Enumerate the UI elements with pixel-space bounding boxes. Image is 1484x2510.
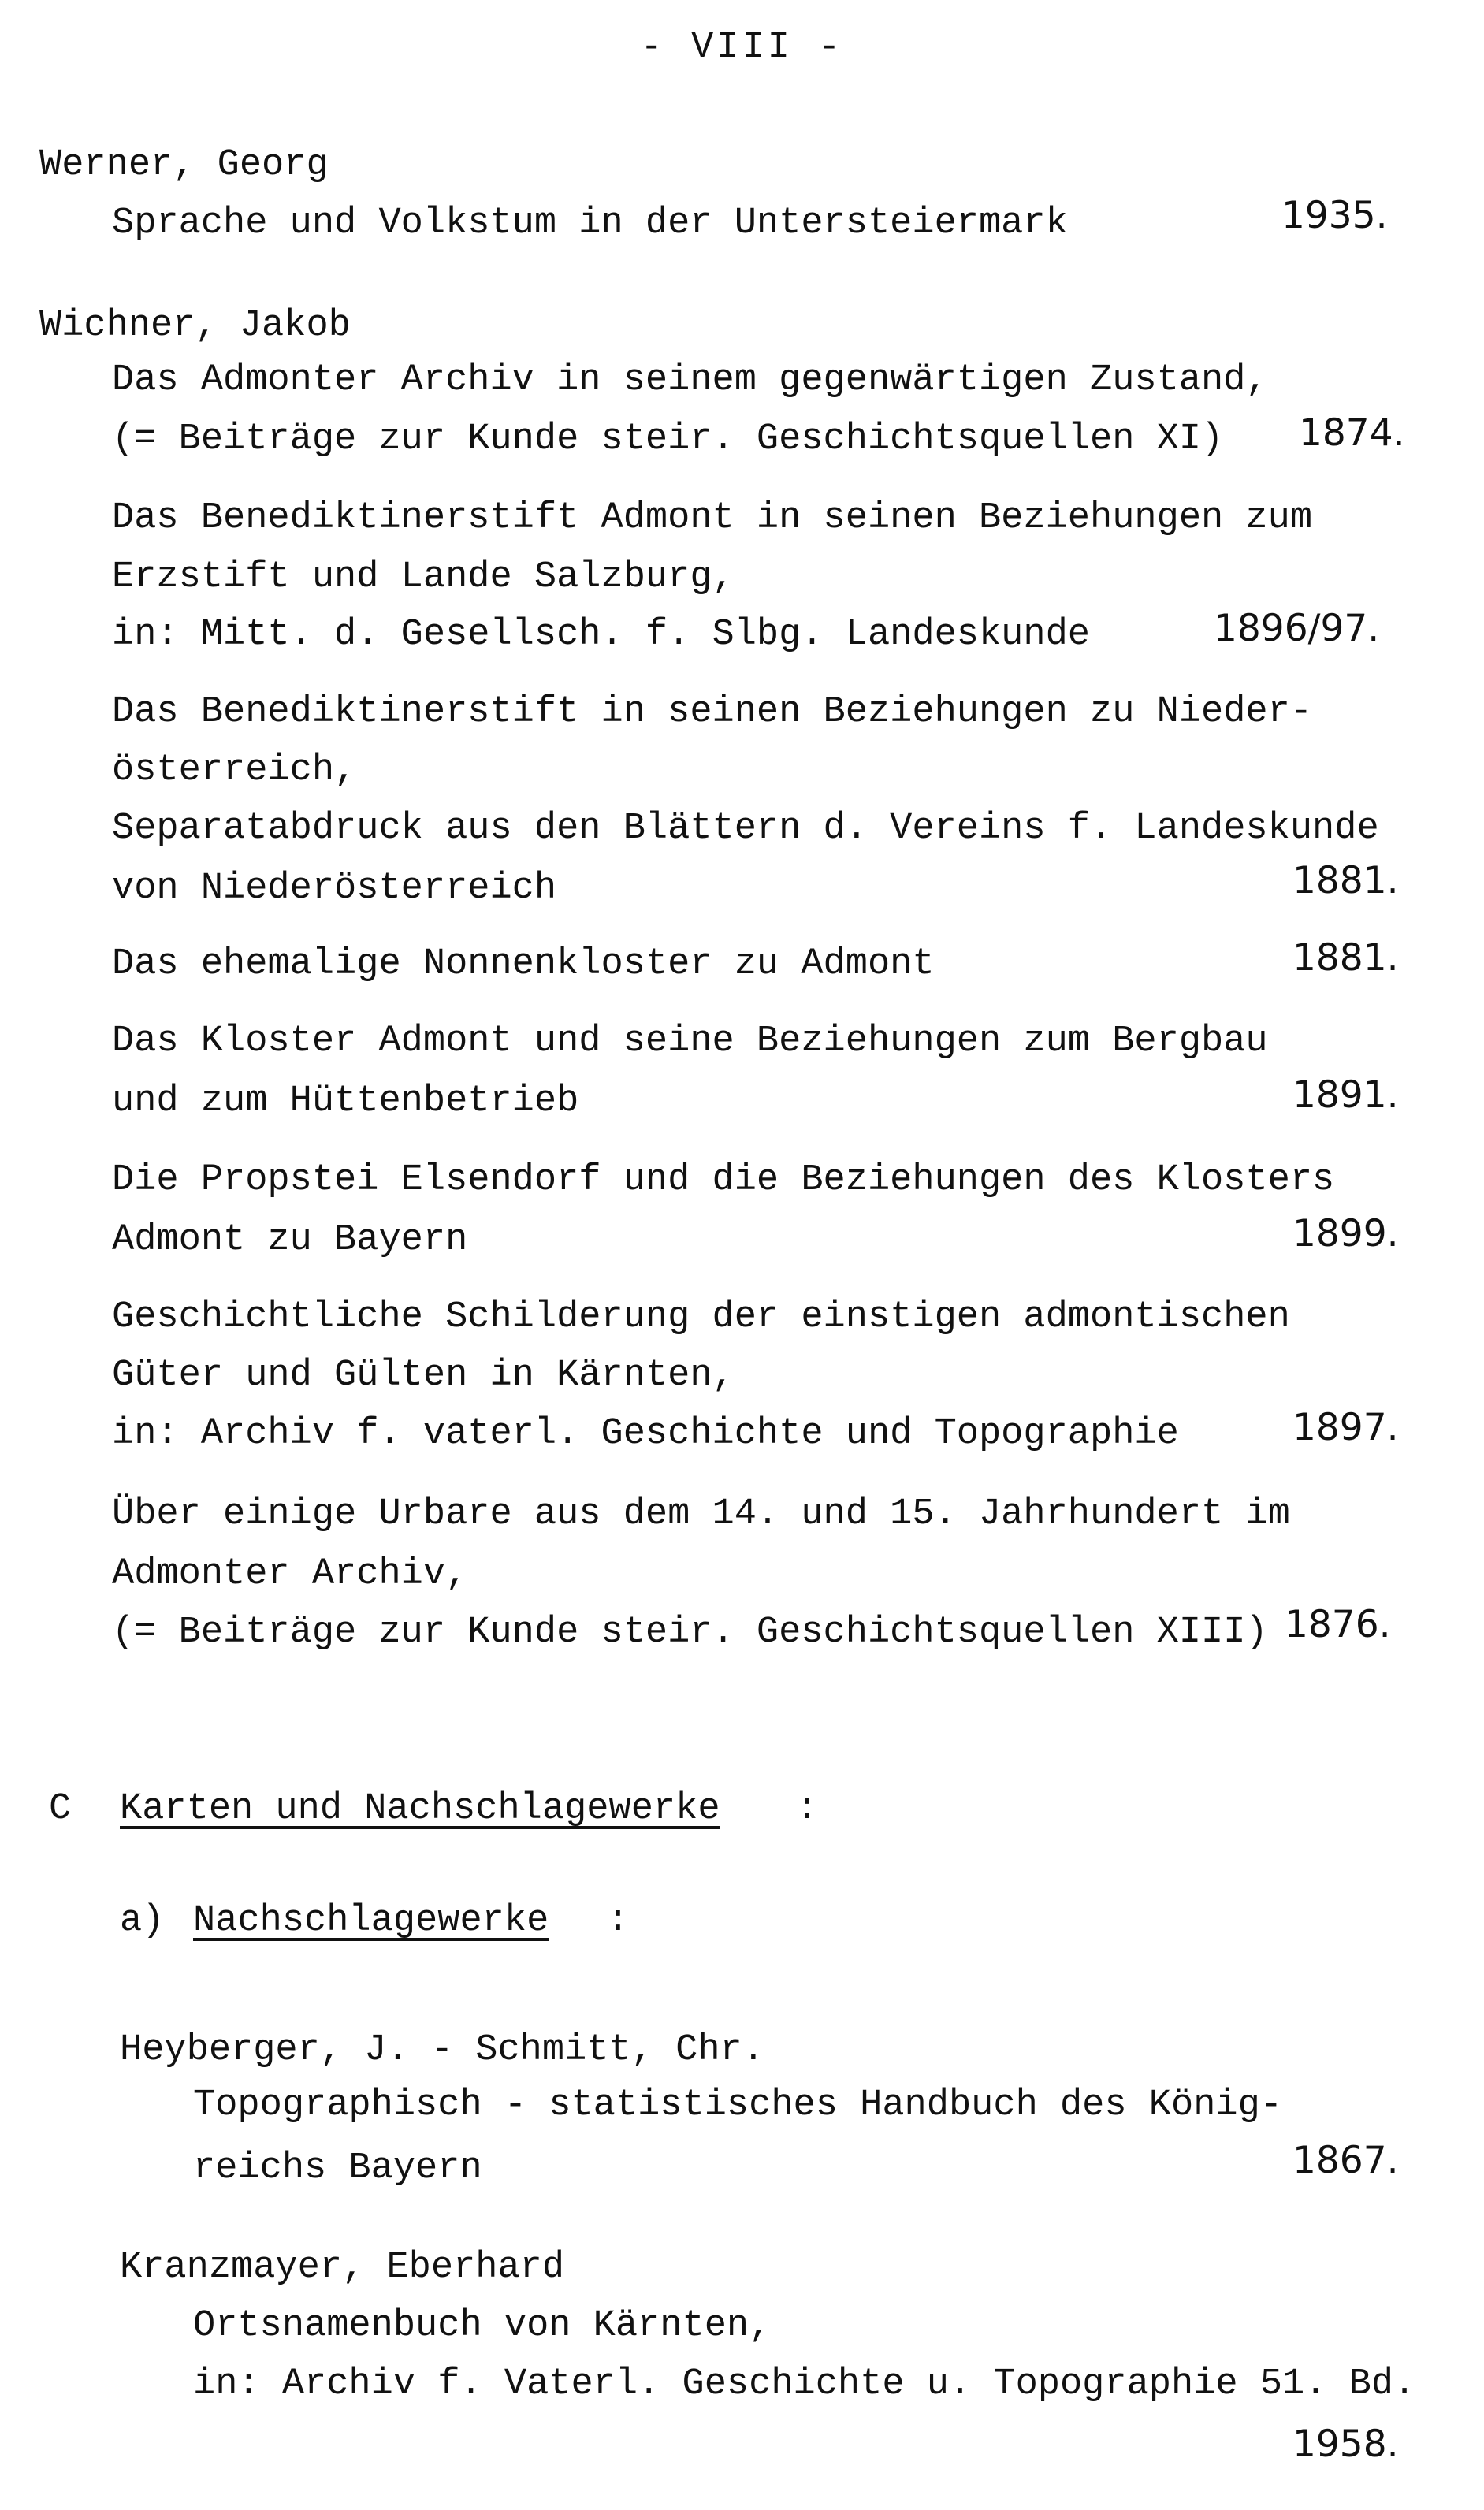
wichner-work-line: Admonter Archiv, (112, 1553, 468, 1595)
ref-year: 1958. (1292, 2423, 1399, 2466)
author-wichner: Wichner, Jakob (39, 305, 351, 347)
wichner-work-year: 1874. (1299, 411, 1405, 455)
wichner-work-line: österreich, (112, 749, 357, 791)
wichner-work-year: 1876. (1285, 1603, 1391, 1646)
ref-year: 1867. (1292, 2139, 1399, 2182)
wichner-work-line: Die Propstei Elsendorf und die Beziehungen des Klosters (112, 1159, 1335, 1201)
wichner-work-line: Separatabdruck aus den Blättern d. Vereins f. Landeskunde (112, 808, 1379, 850)
wichner-work-line: (= Beiträge zur Kunde steir. Geschichtsquellen XIII) (112, 1612, 1268, 1653)
wichner-work-line: in: Mitt. d. Gesellsch. f. Slbg. Landeskunde (112, 614, 1091, 656)
subsection-heading-colon: : (607, 1900, 630, 1942)
wichner-work-line: von Niederösterreich (112, 868, 557, 909)
ref-line: Ortsnamenbuch von Kärnten, (193, 2305, 772, 2347)
subsection-heading: Nachschlagewerke (193, 1900, 549, 1942)
wichner-work-year: 1899. (1292, 1212, 1399, 1255)
wichner-work-line: Das ehemalige Nonnenkloster zu Admont (112, 943, 935, 985)
section-letter: C (49, 1788, 72, 1830)
ref-line: Topographisch - statistisches Handbuch des König- (193, 2084, 1283, 2126)
section-heading-colon: : (796, 1788, 819, 1830)
wichner-work-line: Das Benediktinerstift Admont in seinen Beziehungen zum (112, 497, 1313, 539)
werner-title: Sprache und Volkstum in der Untersteiermark (112, 203, 1068, 244)
wichner-work-line: Das Admonter Archiv in seinem gegenwärtigen Zustand, (112, 359, 1268, 401)
wichner-work-line: Admont zu Bayern (112, 1219, 468, 1261)
wichner-work-year: 1881. (1292, 936, 1399, 980)
wichner-work-line: Erzstift und Lande Salzburg, (112, 556, 735, 598)
wichner-work-line: Das Kloster Admont und seine Beziehungen zum Bergbau (112, 1021, 1268, 1062)
wichner-work-line: in: Archiv f. vaterl. Geschichte und Topographie (112, 1413, 1179, 1455)
wichner-work-line: und zum Hüttenbetrieb (112, 1080, 579, 1122)
author-werner: Werner, Georg (39, 144, 329, 186)
wichner-work-line: Güter und Gülten in Kärnten, (112, 1355, 735, 1396)
wichner-work-line: (= Beiträge zur Kunde steir. Geschichtsquellen XI) (112, 418, 1224, 460)
wichner-work-line: Das Benediktinerstift in seinen Beziehungen zu Nieder- (112, 691, 1313, 733)
wichner-work-year: 1891. (1292, 1073, 1399, 1117)
section-heading: Karten und Nachschlagewerke (120, 1788, 720, 1830)
wichner-work-line: Geschichtliche Schilderung der einstigen admontischen (112, 1296, 1290, 1338)
author-heyberger: Heyberger, J. - Schmitt, Chr. (120, 2029, 764, 2071)
subsection-label: a) (120, 1900, 165, 1942)
author-kranzmayer: Kranzmayer, Eberhard (120, 2247, 565, 2289)
ref-line: in: Archiv f. Vaterl. Geschichte u. Topographie 51. Bd. (193, 2363, 1416, 2405)
page-number: - VIII - (640, 27, 844, 69)
wichner-work-year: 1896/97. (1214, 607, 1380, 650)
wichner-work-year: 1881. (1292, 859, 1399, 902)
werner-year: 1935. (1281, 194, 1388, 237)
ref-line: reichs Bayern (193, 2147, 482, 2189)
wichner-work-year: 1897. (1292, 1406, 1399, 1449)
wichner-work-line: Über einige Urbare aus dem 14. und 15. Jahrhundert im (112, 1493, 1290, 1535)
